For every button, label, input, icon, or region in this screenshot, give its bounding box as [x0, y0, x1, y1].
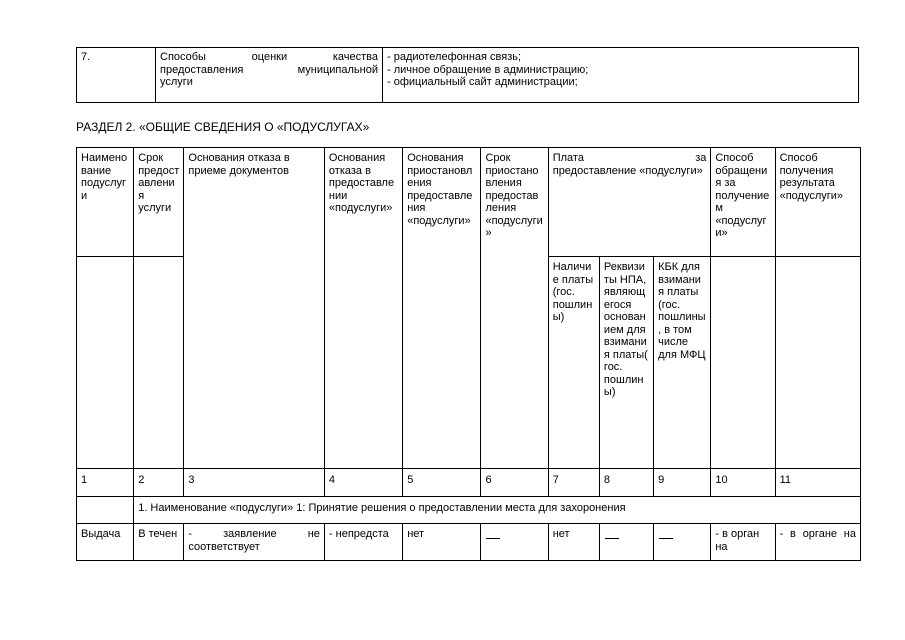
row-value	[383, 48, 859, 103]
dash-mark	[659, 528, 673, 539]
header-payment-left: Плата	[552, 152, 584, 164]
cell-kbk	[654, 524, 711, 561]
header-payment-rest: предоставление «подуслуги»	[552, 164, 703, 177]
subheader-legal-details: Реквизиты НПА, являющегося основанием для взимания платы( гос. пошлины)	[599, 257, 653, 469]
section-title: РАЗДЕЛ 2. «ОБЩИЕ СВЕДЕНИЯ О «ПОДУСЛУГАХ»	[76, 120, 370, 134]
row-number: 7.	[77, 48, 156, 103]
header-payment	[548, 148, 711, 257]
label-line: Способы оценки качества	[160, 51, 378, 63]
cell-result-method: - в органе на	[775, 524, 860, 561]
service-name-empty	[77, 497, 134, 524]
header-payment-right: за	[695, 152, 707, 164]
subservices-table	[76, 147, 861, 561]
subheader-empty	[77, 257, 134, 469]
column-number: 9	[654, 469, 711, 497]
table-row	[77, 48, 859, 103]
value-line: - радиотелефонная связь;	[387, 51, 522, 63]
header-result-method: Способ получения результата «подуслуги»	[775, 148, 860, 257]
table-row	[77, 524, 861, 561]
subheader-empty	[711, 257, 775, 469]
header-suspension-term: Срок приостановления предоставления «подуслуги»	[481, 148, 548, 469]
cell-name: Выдача	[77, 524, 134, 561]
cell-fee-presence: нет	[548, 524, 599, 561]
column-number: 3	[184, 469, 325, 497]
service-name-row	[77, 497, 861, 524]
cell-refusal-provision: - непредста	[324, 524, 402, 561]
header-row	[77, 148, 861, 257]
header-application-method: Способ обращения за получением «подуслуги»	[711, 148, 775, 257]
service-info-table	[76, 47, 859, 103]
cell-suspension-term	[481, 524, 548, 561]
dash-mark	[605, 528, 619, 539]
header-name: Наименование подуслуги	[77, 148, 134, 257]
header-suspension-grounds: Основания приостановления предоставления «подуслуги»	[403, 148, 481, 469]
header-term: Срок предоставления услуги	[134, 148, 184, 257]
column-number: 8	[599, 469, 653, 497]
column-number: 5	[403, 469, 481, 497]
label-line: услуги	[160, 76, 193, 88]
subheader-kbk: КБК для взимания платы (гос. пошлины, в том числе для МФЦ	[654, 257, 711, 469]
column-number: 4	[324, 469, 402, 497]
cell-term: В течен	[134, 524, 184, 561]
cell-application-method: - в орган на	[711, 524, 775, 561]
cell-refusal-reception: - заявление не соответствует	[184, 524, 325, 561]
value-line: - официальный сайт администрации;	[387, 76, 578, 88]
cell-suspension-grounds: нет	[403, 524, 481, 561]
column-number: 10	[711, 469, 775, 497]
column-number: 11	[775, 469, 860, 497]
header-refusal-reception: Основания отказа в приеме документов	[184, 148, 325, 469]
dash-mark	[486, 528, 500, 539]
subheader-empty	[134, 257, 184, 469]
column-number: 1	[77, 469, 134, 497]
column-number: 7	[548, 469, 599, 497]
value-line: - личное обращение в администрацию;	[387, 63, 589, 76]
column-number: 6	[481, 469, 548, 497]
label-line: предоставления муниципальной	[160, 63, 378, 76]
row-label	[156, 48, 383, 103]
column-numbers-row	[77, 469, 861, 497]
subheader-empty	[775, 257, 860, 469]
service-name: 1. Наименование «подуслуги» 1: Принятие решения о предоставлении места для захоронения	[134, 497, 861, 524]
column-number: 2	[134, 469, 184, 497]
cell-legal-details	[599, 524, 653, 561]
subheader-fee-presence: Наличие платы (гос. пошлины)	[548, 257, 599, 469]
header-refusal-provision: Основания отказа в предоставлении «подуслуги»	[324, 148, 402, 469]
